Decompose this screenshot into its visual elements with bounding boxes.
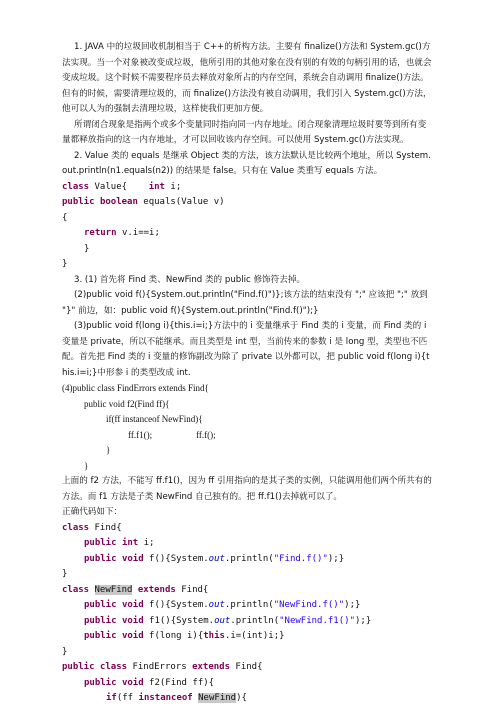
code-token: void — [121, 615, 144, 626]
code-token: "Find.f()" — [273, 553, 328, 564]
code-token: f(){System. — [149, 553, 209, 564]
code-token: boolean — [99, 197, 138, 207]
code-token: NewFind — [94, 584, 133, 595]
code-token: i; — [143, 538, 155, 548]
code-text-line: if(ff instanceof NewFind){ — [106, 414, 203, 424]
paragraph-1: 1. JAVA 中的垃圾回收机制相当于 C++的析构方法。主要有 finalize()方法和 System.gc()方法实现。当一个对象被改变成垃圾，他所引用的其他对象在没有别的有效的句柄引用的话，也就会变成垃圾。这个时候不需要程序员去释放对象所占的内存空间，系统会自动调用 finalize()方法。但有的时候，需要清理垃圾的，而 finalize()方法没有被自动调用，我们引入 System.gc()方法，他可以人为的强制去清理垃圾，这样使我们更加方便。 — [62, 42, 432, 114]
code-token: class — [62, 584, 90, 595]
code-token: );} — [344, 600, 361, 610]
code-token: NewFind — [198, 693, 237, 703]
code-token: extends — [137, 584, 176, 595]
code-token: .i=(int)i;} — [224, 631, 285, 641]
code-line — [62, 676, 434, 692]
code-line — [62, 536, 434, 552]
code-text-line: (4)public class FindErrors extends Find{ — [62, 383, 209, 393]
code-token: if — [106, 693, 117, 703]
code-token: f(long i){ — [149, 631, 204, 641]
code-line — [62, 629, 434, 645]
paragraph-3-explain: 上面的 f2 方法，不能写 ff.f1()，因为 ff 引用指向的是其子类的实例，只能调用他们两个所共有的方法。而 f1 方法是子类 NewFind 自己独有的。把 ff.f1()去掉就可以了。 — [62, 476, 432, 502]
code-token: class — [99, 662, 128, 672]
code-token: f2(Find ff){ — [149, 677, 215, 688]
code-token: int — [148, 181, 165, 192]
code-text-line: } — [106, 445, 111, 455]
code-token: .println( — [230, 615, 280, 626]
code-token: extends — [192, 662, 230, 672]
code-token: (ff — [116, 693, 134, 703]
code-token: public — [84, 631, 117, 641]
code-token: i; — [170, 181, 182, 192]
code-text-line: public void f2(Find ff){ — [84, 398, 170, 409]
code-token: f1(){System. — [149, 615, 215, 626]
code-line — [62, 614, 434, 630]
code-line: } — [84, 243, 90, 254]
code-token: out — [208, 600, 225, 610]
code-token: class — [62, 522, 90, 533]
code-token: public — [84, 553, 117, 564]
code-token: FindErrors — [132, 662, 187, 672]
code-token: Value{ — [94, 181, 128, 192]
code-token: public — [84, 538, 117, 548]
code-line — [62, 691, 434, 707]
code-token: ff.f1(); — [128, 429, 153, 440]
paragraph-2: 2. Value 类的 equals 是继承 Object 类的方法，该方法默认是比较两个地址，所以 System.out.println(n1.equals(n2)) 的结果是 false。只有在 Value 类重写 equals 方法。 — [62, 150, 431, 176]
paragraph-3-3: (3)public void f(long i){this.i=i;}方法中的 i 变量继承于 Find 类的 i 变量，而 Find 类的 i 变量是 private，所以不能继承。而且类型是 int 型，当前传来的参数 i 是 long 型，类型也不匹配。首先把 Find 类的 i 变量的修饰副改为除了 private 以外都可以，把 public void f(long i){this.i=i;}中形参 i 的类型改成 int. — [62, 321, 430, 378]
paragraph-3: 3. (1) 首先将 Find 类、NewFind 类的 public 修饰符去掉。 — [74, 274, 306, 285]
code-token: Find{ — [94, 522, 122, 533]
code-line — [62, 660, 434, 676]
code-text-line — [62, 428, 434, 444]
code-token: void — [121, 631, 144, 641]
code-token: .println( — [224, 600, 274, 610]
code-line — [62, 583, 434, 599]
code-token: v.i==i; — [121, 228, 160, 238]
code-token: void — [121, 677, 144, 688]
code-line: { — [62, 212, 68, 223]
code-token: equals(Value v) — [143, 197, 225, 207]
code-line: } — [62, 646, 68, 657]
code-token: );} — [327, 553, 345, 564]
code-token: return — [84, 228, 117, 238]
code-token: );} — [354, 615, 372, 626]
code-token: public — [62, 662, 95, 672]
document-page — [62, 40, 434, 707]
code-token: class — [62, 181, 90, 192]
code-token: f(){System. — [149, 600, 209, 610]
code-line: } — [62, 259, 68, 269]
code-line — [62, 226, 434, 242]
code-token: out — [214, 615, 231, 626]
code-line — [62, 195, 434, 211]
code-token: public — [62, 197, 95, 207]
code-token: "NewFind.f()" — [273, 600, 345, 610]
code-token: "NewFind.f1()" — [279, 615, 355, 626]
code-text-line: } — [84, 460, 89, 471]
paragraph-3-label: 正确代码如下： — [62, 507, 123, 517]
code-token: out — [208, 553, 225, 564]
code-token: public — [84, 600, 117, 610]
code-token: Find{ — [235, 662, 263, 672]
code-line — [62, 552, 434, 568]
code-token: instanceof — [138, 693, 193, 703]
code-token: ){ — [236, 693, 247, 703]
paragraph-3-2: (2)public void f(){System.out.println("Find.f()")};该方法的结束没有 ";" 应该把 ";" 放到 "}" 前边，如：public void f(){System.out.println("Find.f()");} — [62, 290, 428, 316]
code-token: int — [121, 538, 139, 548]
code-token: public — [84, 677, 117, 688]
code-token: void — [121, 600, 144, 610]
paragraph-1b: 所谓闭合现象是指两个或多个变量同时指向同一内存地址。闭合现象清理垃圾时要等到所有变量都释放指向的这一内存地址，才可以回收该内存空间。可以使用 System.gc()方法实现。 — [62, 119, 427, 145]
code-line — [62, 521, 434, 537]
code-token: public — [84, 615, 117, 626]
code-token: void — [121, 553, 144, 564]
code-token: ff.f(); — [196, 429, 216, 440]
code-token: Find{ — [181, 584, 209, 595]
code-line — [62, 598, 434, 614]
code-token: this — [203, 631, 225, 641]
code-line — [62, 180, 434, 196]
code-line: } — [62, 569, 68, 579]
code-token: .println( — [224, 553, 274, 564]
